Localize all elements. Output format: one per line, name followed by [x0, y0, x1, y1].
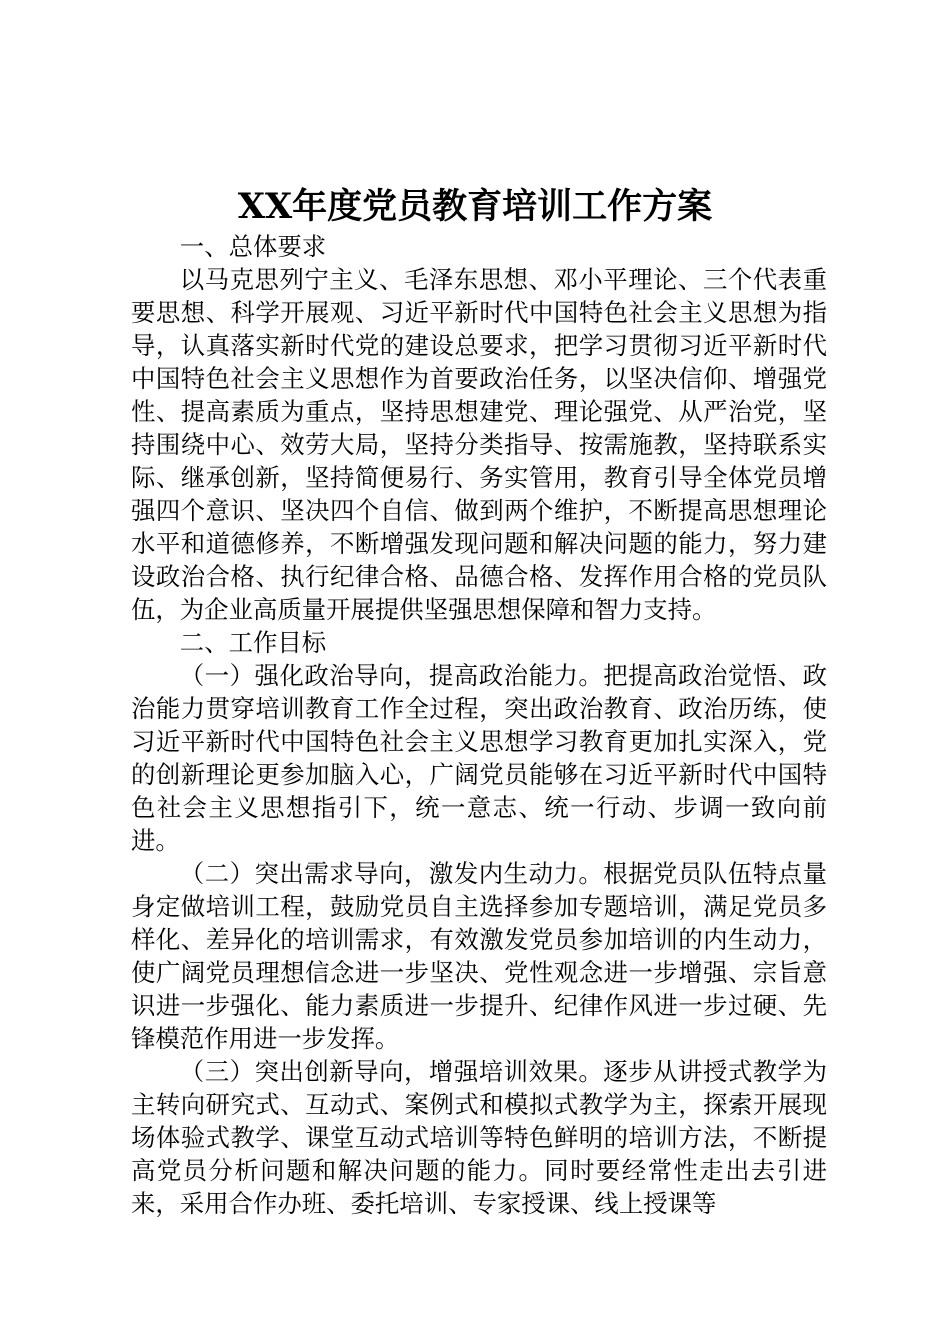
document-body: [131, 230, 827, 1220]
paragraph-goal-demand: （二）突出需求导向，激发内生动力。根据党员队伍特点量身定做培训工程，鼓励党员自主选择参加专题培训，满足党员多样化、差异化的培训需求，有效激发党员参加培训的内生动力，使广阔党员理想信念进一步坚决、党性观念进一步增强、宗旨意识进一步强化、能力素质进一步提升、纪律作风进一步过硬、先锋模范作用进一步发挥。: [131, 859, 827, 1053]
paragraph-goal-innovation: （三）突出创新导向，增强培训效果。逐步从讲授式教学为主转向研究式、互动式、案例式和模拟式教学为主，探索开展现场体验式教学、课堂互动式培训等特色鲜明的培训方法，不断提高党员分析问题和解决问题的能力。同时要经常性走出去引进来，采用合作办班、委托培训、专家授课、线上授课等: [131, 1057, 827, 1218]
paragraph-goal-political: （一）强化政治导向，提高政治能力。把提高政治觉悟、政治能力贯穿培训教育工作全过程，突出政治教育、政治历练，使习近平新时代中国特色社会主义思想学习教育更加扎实深入，党的创新理论更参加脑入心，广阔党员能够在习近平新时代中国特色社会主义思想指引下，统一意志、统一行动、步调一致向前进。: [131, 661, 827, 855]
section-heading-work-goals: 二、工作目标: [179, 628, 327, 657]
section-heading-general-requirements: 一、总体要求: [179, 232, 327, 261]
paragraph-general-requirements: 以马克思列宁主义、毛泽东思想、邓小平理论、三个代表重要思想、科学开展观、习近平新时代中国特色社会主义思想为指导，认真落实新时代党的建设总要求，把学习贯彻习近平新时代中国特色社会主义思想作为首要政治任务，以坚决信仰、增强党性、提高素质为重点，坚持思想建党、理论强党、从严治党，坚持围绕中心、效劳大局，坚持分类指导、按需施教，坚持联系实际、继承创新，坚持简便易行、务实管用，教育引导全体党员增强四个意识、坚决四个自信、做到两个维护，不断提高思想理论水平和道德修养，不断增强发现问题和解决问题的能力，努力建设政治合格、执行纪律合格、品德合格、发挥作用合格的党员队伍，为企业高质量开展提供坚强思想保障和智力支持。: [131, 265, 827, 624]
document-title: XX年度党员教育培训工作方案: [237, 186, 713, 227]
